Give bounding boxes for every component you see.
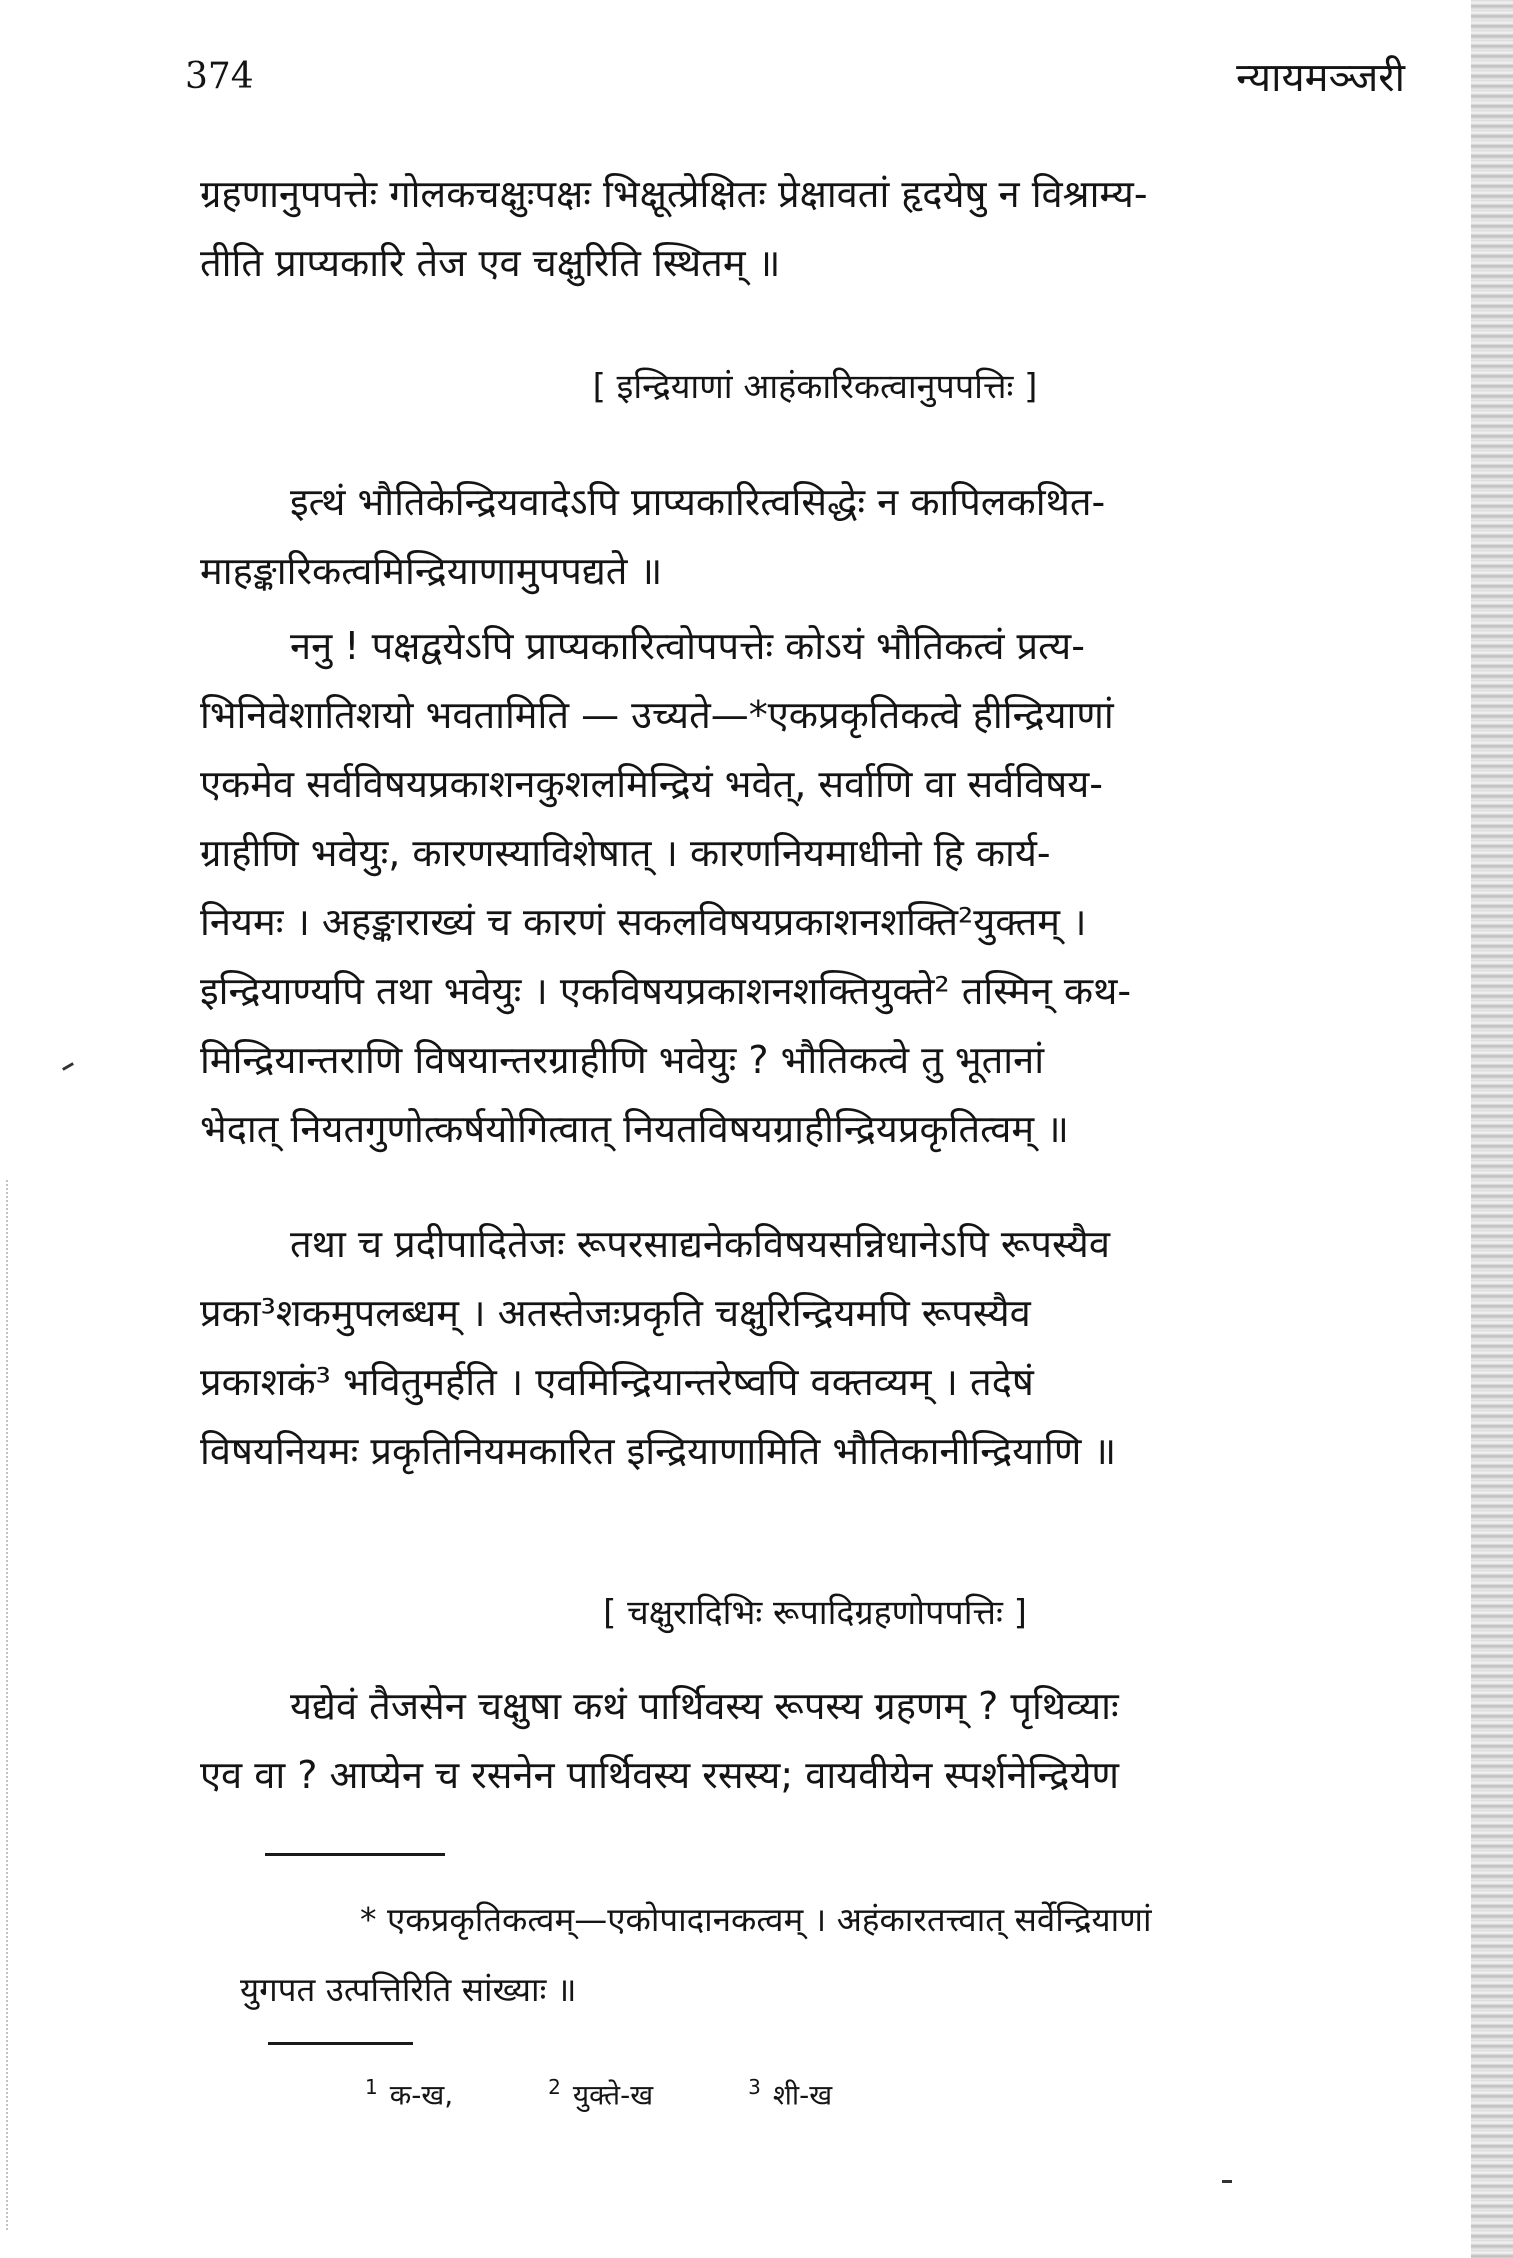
text-line: नियमः । अहङ्काराख्यं च कारणं सकलविषयप्रकाशनशक्ति²युक्तम् । [200, 900, 1087, 944]
paragraph [200, 1672, 1430, 1810]
paragraph [200, 468, 1430, 606]
paragraph-block-5 [200, 1672, 1430, 1810]
text-line: माहङ्कारिकत्वमिन्द्रियाणामुपपद्यते ॥ [200, 549, 663, 593]
text-line: तीति प्राप्यकारि तेज एव चक्षुरिति स्थितम् ॥ [200, 241, 781, 285]
variants-separator-rule [268, 2042, 413, 2045]
scan-edge-shadow [1471, 0, 1513, 2258]
variant-text: क-ख, [389, 2078, 454, 2112]
text-line: एकमेव सर्वविषयप्रकाशनकुशलमिन्द्रियं भवेत्, सर्वाणि वा सर्वविषय- [200, 762, 1103, 806]
variant-text: युक्ते-ख [572, 2078, 654, 2112]
variant-reading [748, 2075, 832, 2113]
page-header [185, 48, 1405, 108]
scan-margin-noise [6, 1180, 10, 2230]
paragraph [200, 160, 1430, 298]
text-line: प्रका³शकमुपलब्धम् । अतस्तेजःप्रकृति चक्षुरिन्द्रियमपि रूपस्यैव [200, 1291, 1031, 1335]
footnote-line: युगपत उत्पत्तिरिति सांख्याः ॥ [240, 1970, 577, 2009]
text-line: ग्राहीणि भवेयुः, कारणस्याविशेषात् । कारणनियमाधीनो हि कार्य- [200, 831, 1051, 875]
page-number: 374 [185, 56, 254, 97]
section-heading-1: [ इन्द्रियाणां आहंकारिकत्वानुपपत्तिः ] [592, 367, 1038, 407]
paragraph-block-3 [200, 612, 1430, 1164]
paragraph-block-4 [200, 1210, 1430, 1486]
scan-speck [62, 1062, 74, 1071]
paragraph-block-2 [200, 468, 1430, 606]
footnote [240, 1885, 1440, 2025]
paragraph [200, 612, 1430, 1164]
paragraph [200, 1210, 1430, 1486]
text-line: भिनिवेशातिशयो भवतामिति — उच्यते—*एकप्रकृतिकत्वे हीन्द्रियाणां [200, 693, 1114, 737]
paragraph-block-1 [200, 160, 1430, 298]
variant-reading [365, 2075, 453, 2113]
text-line: ग्रहणानुपपत्तेः गोलकचक्षुःपक्षः भिक्षूत्प्रेक्षितः प्रेक्षावतां हृदयेषु न विश्राम्य- [200, 172, 1148, 216]
scan-speck [1222, 2180, 1232, 2183]
variant-number: 1 [365, 2075, 378, 2099]
text-line: प्रकाशकं³ भवितुमर्हति । एवमिन्द्रियान्तरेष्वपि वक्तव्यम् । तदेषं [200, 1360, 1034, 1404]
section-heading-2: [ चक्षुरादिभिः रूपादिग्रहणोपपत्तिः ] [603, 1593, 1027, 1633]
text-line: विषयनियमः प्रकृतिनियमकारित इन्द्रियाणामिति भौतिकानीन्द्रियाणि ॥ [200, 1429, 1117, 1473]
text-line: इत्थं भौतिकेन्द्रियवादेऽपि प्राप्यकारित्वसिद्धेः न कापिलकथित- [290, 480, 1106, 524]
text-line: ननु ! पक्षद्वयेऽपि प्राप्यकारित्वोपपत्तेः कोऽयं भौतिकत्वं प्रत्य- [290, 624, 1085, 668]
text-line: मिन्द्रियान्तराणि विषयान्तरग्राहीणि भवेयुः ? भौतिकत्वे तु भूतानां [200, 1038, 1045, 1082]
variant-readings [365, 2075, 832, 2113]
text-line: भेदात् नियतगुणोत्कर्षयोगित्वात् नियतविषयग्राहीन्द्रियप्रकृतित्वम् ॥ [200, 1107, 1069, 1151]
variant-number: 2 [548, 2075, 561, 2099]
text-line: इन्द्रियाण्यपि तथा भवेयुः । एकविषयप्रकाशनशक्तियुक्ते² तस्मिन् कथ- [200, 969, 1132, 1013]
footnote-separator-rule [265, 1853, 445, 1856]
variant-number: 3 [748, 2075, 761, 2099]
footnote-line: * एकप्रकृतिकत्वम्—एकोपादानकत्वम् । अहंकारतत्त्वात् सर्वेन्द्रियाणां [360, 1900, 1152, 1939]
running-title: न्यायमञ्जरी [1236, 55, 1405, 101]
text-line: यद्येवं तैजसेन चक्षुषा कथं पार्थिवस्य रूपस्य ग्रहणम् ? पृथिव्याः [290, 1684, 1119, 1728]
variant-text: शी-ख [772, 2078, 833, 2112]
text-line: तथा च प्रदीपादितेजः रूपरसाद्यनेकविषयसन्निधानेऽपि रूपस्यैव [290, 1222, 1110, 1266]
variant-reading [548, 2075, 653, 2113]
text-line: एव वा ? आप्येन च रसनेन पार्थिवस्य रसस्य; वायवीयेन स्पर्शनेन्द्रियेण [200, 1753, 1119, 1797]
